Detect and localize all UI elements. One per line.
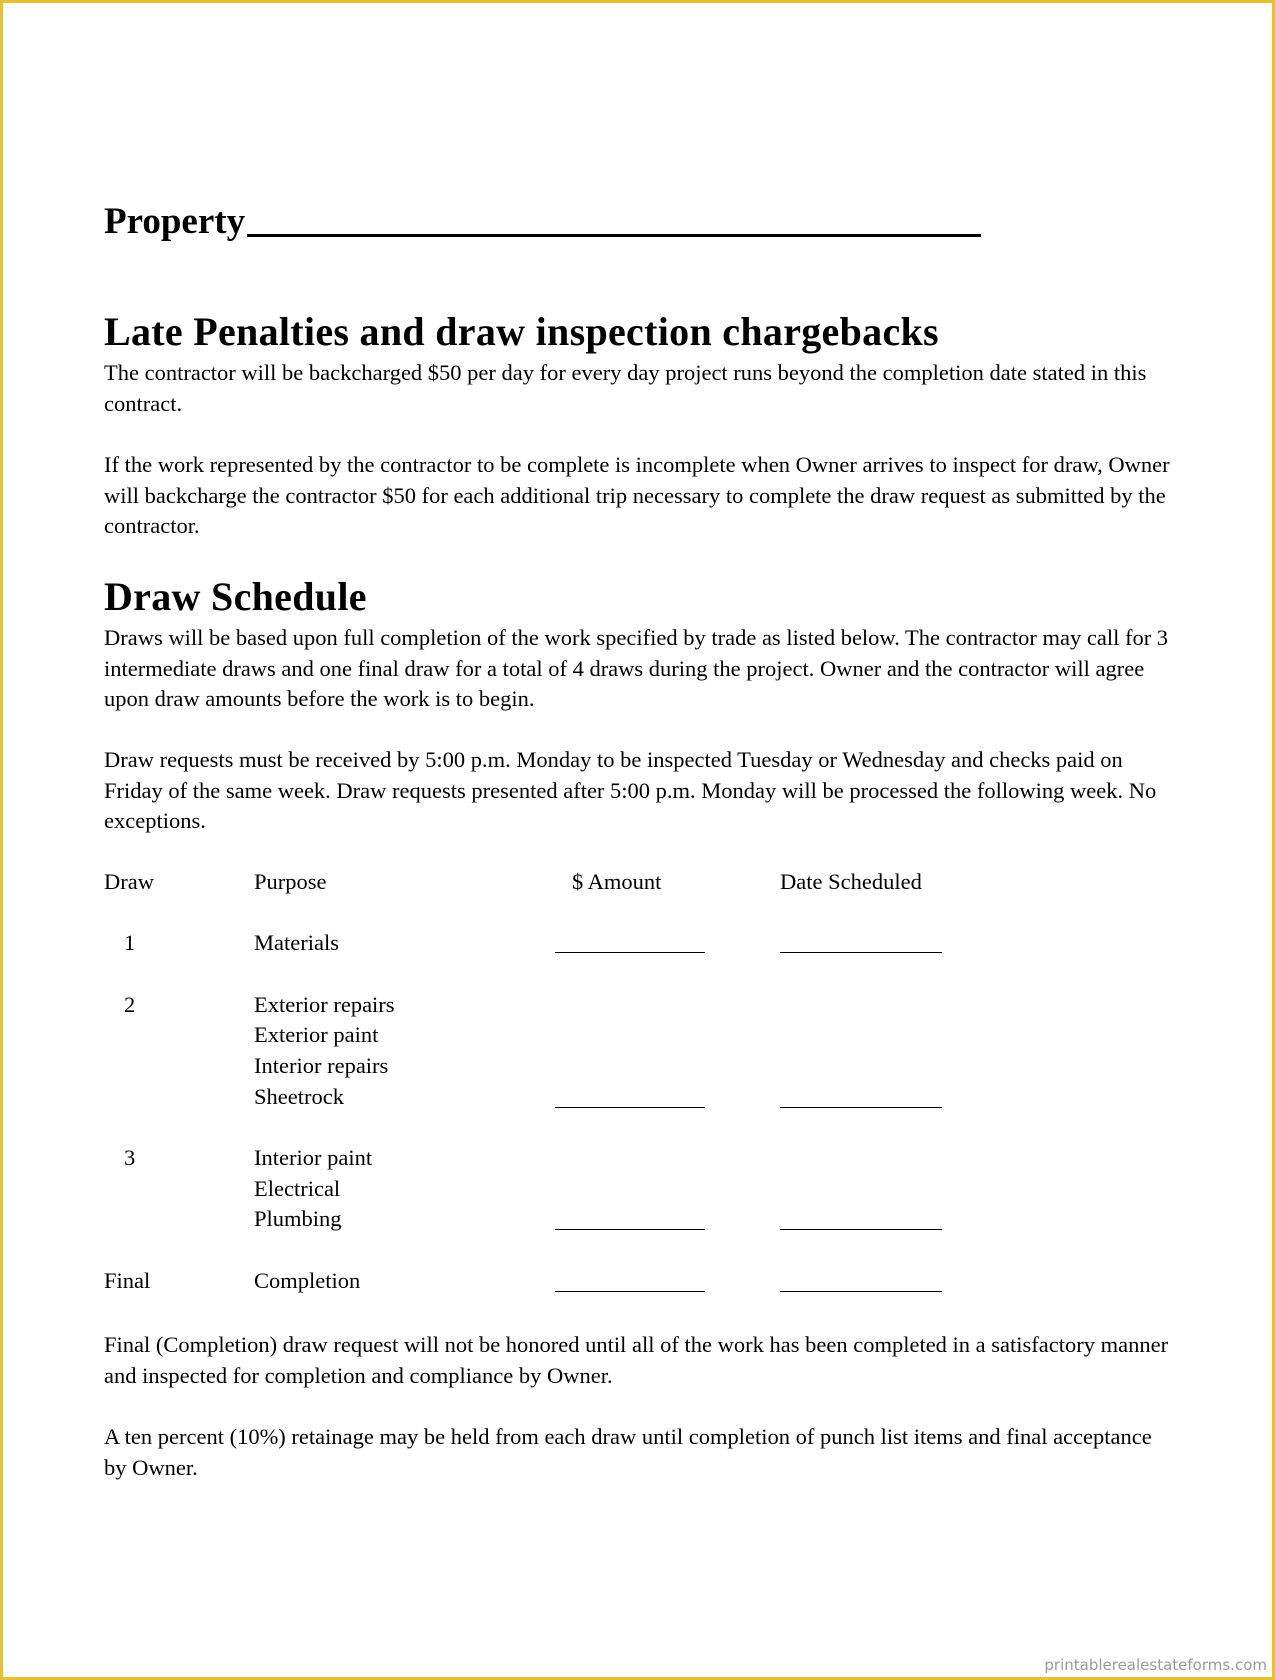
header-date-scheduled: Date Scheduled <box>780 869 922 894</box>
draw-number: 3 <box>124 1145 136 1170</box>
date-blank[interactable] <box>780 1291 942 1292</box>
purpose-item: Exterior paint <box>254 1022 379 1047</box>
draw-number: 2 <box>124 992 136 1017</box>
date-blank[interactable] <box>780 1229 942 1230</box>
purpose-item: Completion <box>254 1268 361 1293</box>
site-watermark: printablerealestateforms.com <box>1044 1656 1267 1674</box>
purpose-item: Interior repairs <box>254 1053 389 1078</box>
purpose-item: Interior paint <box>254 1145 373 1170</box>
purpose-item: Materials <box>254 930 339 955</box>
late-penalties-heading: Late Penalties and draw inspection chargebacks <box>104 309 939 354</box>
header-purpose: Purpose <box>254 869 327 894</box>
amount-blank[interactable] <box>555 952 705 953</box>
date-blank[interactable] <box>780 1107 942 1108</box>
amount-blank[interactable] <box>555 1229 705 1230</box>
closing-paragraph-2: A ten percent (10%) retainage may be held from each draw until completion of punch list items and final acceptance by Owner. <box>104 1424 1152 1480</box>
draw-number: 1 <box>124 930 136 955</box>
closing-paragraph-1: Final (Completion) draw request will not be honored until all of the work has been completed in a satisfactory manner and inspected for completion and compliance by Owner. <box>104 1332 1169 1388</box>
purpose-item: Exterior repairs <box>254 992 395 1017</box>
late-penalties-paragraph-1: The contractor will be backcharged $50 per day for every day project runs beyond the completion date stated in this contract. <box>104 360 1147 416</box>
purpose-item: Sheetrock <box>254 1084 344 1109</box>
draw-number: Final <box>104 1268 151 1293</box>
purpose-item: Plumbing <box>254 1206 342 1231</box>
purpose-item: Electrical <box>254 1176 341 1201</box>
draw-schedule-paragraph-2: Draw requests must be received by 5:00 p.m. Monday to be inspected Tuesday or Wednesday and checks paid on Friday of the same week. Draw requests presented after 5:00 p.m. Monday will be processed the following week. No exceptions. <box>104 747 1157 833</box>
amount-blank[interactable] <box>555 1107 705 1108</box>
date-blank[interactable] <box>780 952 942 953</box>
draw-schedule-heading: Draw Schedule <box>104 574 367 619</box>
amount-blank[interactable] <box>555 1291 705 1292</box>
property-label: Property <box>104 201 246 242</box>
header-draw: Draw <box>104 869 154 894</box>
header-amount: $ Amount <box>572 869 662 894</box>
property-blank-line[interactable] <box>247 200 981 237</box>
draw-schedule-paragraph-1: Draws will be based upon full completion of the work specified by trade as listed below. The contractor may call for 3 intermediate draws and one final draw for a total of 4 draws during the project. Owner and the contractor will agree upon draw amounts before the work is to begin. <box>104 625 1169 711</box>
late-penalties-paragraph-2: If the work represented by the contractor to be complete is incomplete when Owner arrives to inspect for draw, Owner will backcharge the contractor $50 for each additional trip necessary to complete the draw request as submitted by the contractor. <box>104 452 1170 538</box>
property-field <box>104 200 981 243</box>
